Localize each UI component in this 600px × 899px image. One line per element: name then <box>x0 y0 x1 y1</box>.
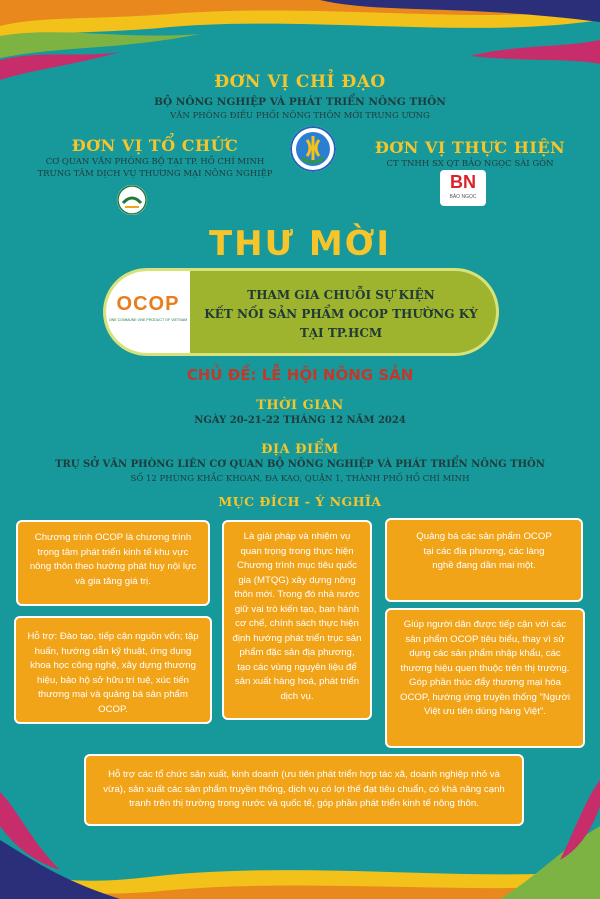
ocop-logo-sub: ONE COMMUNE ONE PRODUCT OF VIETNAM <box>108 318 188 322</box>
ocop-logo-text: OCOP <box>116 293 180 315</box>
info-box-solution: Là giải pháp và nhiệm vụ quan trọng trong thực hiện Chương trình mục tiêu quốc gia (MTQG) xây dựng nông thôn mới. Trong đó nhà nước giữ vai trò kiến tạo, ban hành cơ chế, chính sách thực hiện định hướng phát triển trục sản phẩm đặc sản địa phương, tạo các vùng nguyên liệu để sản xuất hàng hoá, phát triển dịch vụ. <box>222 520 372 720</box>
purpose-label: MỤC ĐÍCH - Ý NGHĨA <box>218 494 382 509</box>
bao-ngoc-logo <box>440 170 486 206</box>
trade-center-logo <box>117 185 147 215</box>
bao-ngoc-logo-text: BN <box>450 172 476 192</box>
time-label: THỜI GIAN <box>256 398 344 413</box>
guidance-title: ĐƠN VỊ CHỈ ĐẠO <box>214 72 386 92</box>
implementer-title: ĐƠN VỊ THỰC HIỆN <box>374 138 566 157</box>
implementer-line1: CT TNHH SX QT BẢO NGỌC SÀI GÒN <box>386 159 554 169</box>
organizer-title: ĐƠN VỊ TỔ CHỨC <box>71 136 239 155</box>
banner-line2: KẾT NỐI SẢN PHẨM OCOP THƯỜNG KỲ <box>204 307 478 321</box>
guidance-org: BỘ NÔNG NGHIỆP VÀ PHÁT TRIỂN NÔNG THÔN <box>154 96 446 108</box>
guidance-sub: VĂN PHÒNG ĐIỀU PHỐI NÔNG THÔN MỚI TRUNG ƯƠNG <box>170 111 430 121</box>
banner-line3: TẠI TP.HCM <box>299 326 383 340</box>
bao-ngoc-logo-sub: BẢO NGỌC <box>449 194 477 200</box>
location-line1: TRỤ SỞ VĂN PHÒNG LIÊN CƠ QUAN BỘ NÔNG NGHIỆP VÀ PHÁT TRIỂN NÔNG THÔN <box>55 459 545 470</box>
organizer-line2: TRUNG TÂM DỊCH VỤ THƯƠNG MẠI NÔNG NGHIỆP <box>37 169 273 179</box>
organizer-line1: CƠ QUAN VĂN PHÒNG BỘ TẠI TP. HỒ CHÍ MINH <box>45 157 265 167</box>
location-label: ĐỊA ĐIỂM <box>261 442 339 457</box>
invitation-title: THƯ MỜI <box>208 224 392 264</box>
info-box-support: Hỗ trợ: Đào tạo, tiếp cận nguồn vốn; tập huấn, hướng dẫn kỹ thuật, ứng dụng khoa học công nghệ, xây dựng thương hiệu, bảo hộ sở hữu trí tuệ, xúc tiến thương mại và quảng bá sản phẩm OCOP. <box>14 616 212 724</box>
info-box-consumer-access: Giúp người dân được tiếp cận với các sản phẩm OCOP tiêu biểu, thay vì sử dụng các sản phẩm nhập khẩu, các thương hiệu quen thuộc trên thị trường. Góp phần thúc đẩy thương mại hóa OCOP, hướng ứng truyền thống "Người Việt ưu tiên dùng hàng Việt". <box>385 608 585 748</box>
event-theme: CHỦ ĐỀ: LỄ HỘI NÔNG SẢN <box>186 366 414 384</box>
info-box-business-support: Hỗ trợ các tổ chức sản xuất, kinh doanh (ưu tiên phát triển hợp tác xã, doanh nghiệp nhỏ và vừa), sản xuất các sản phẩm truyền thống, dịch vụ có lợi thế đạt tiêu chuẩn, có khả năng cạnh tranh trên thị trường trong nước và quốc tế, góp phần phát triển kinh tế nông thôn. <box>84 754 524 826</box>
banner-text <box>196 286 486 343</box>
time-value: NGÀY 20-21-22 THÁNG 12 NĂM 2024 <box>194 415 406 426</box>
info-box-promotion: Quảng bá các sản phẩm OCOP tại các địa phương, các làng nghề đang dần mai một. <box>385 518 583 602</box>
info-box-ocop-program: Chương trình OCOP là chương trình trọng tâm phát triển kinh tế khu vực nông thôn theo hướng phát huy nội lực và gia tăng giá trị. <box>16 520 210 606</box>
ministry-logo <box>290 126 336 172</box>
ocop-logo <box>106 271 190 353</box>
banner-line1: THAM GIA CHUỖI SỰ KIỆN <box>247 288 435 302</box>
location-line2: SỐ 12 PHÙNG KHẮC KHOAN, ĐA KAO, QUẬN 1, THÀNH PHỐ HỒ CHÍ MINH <box>130 474 470 484</box>
